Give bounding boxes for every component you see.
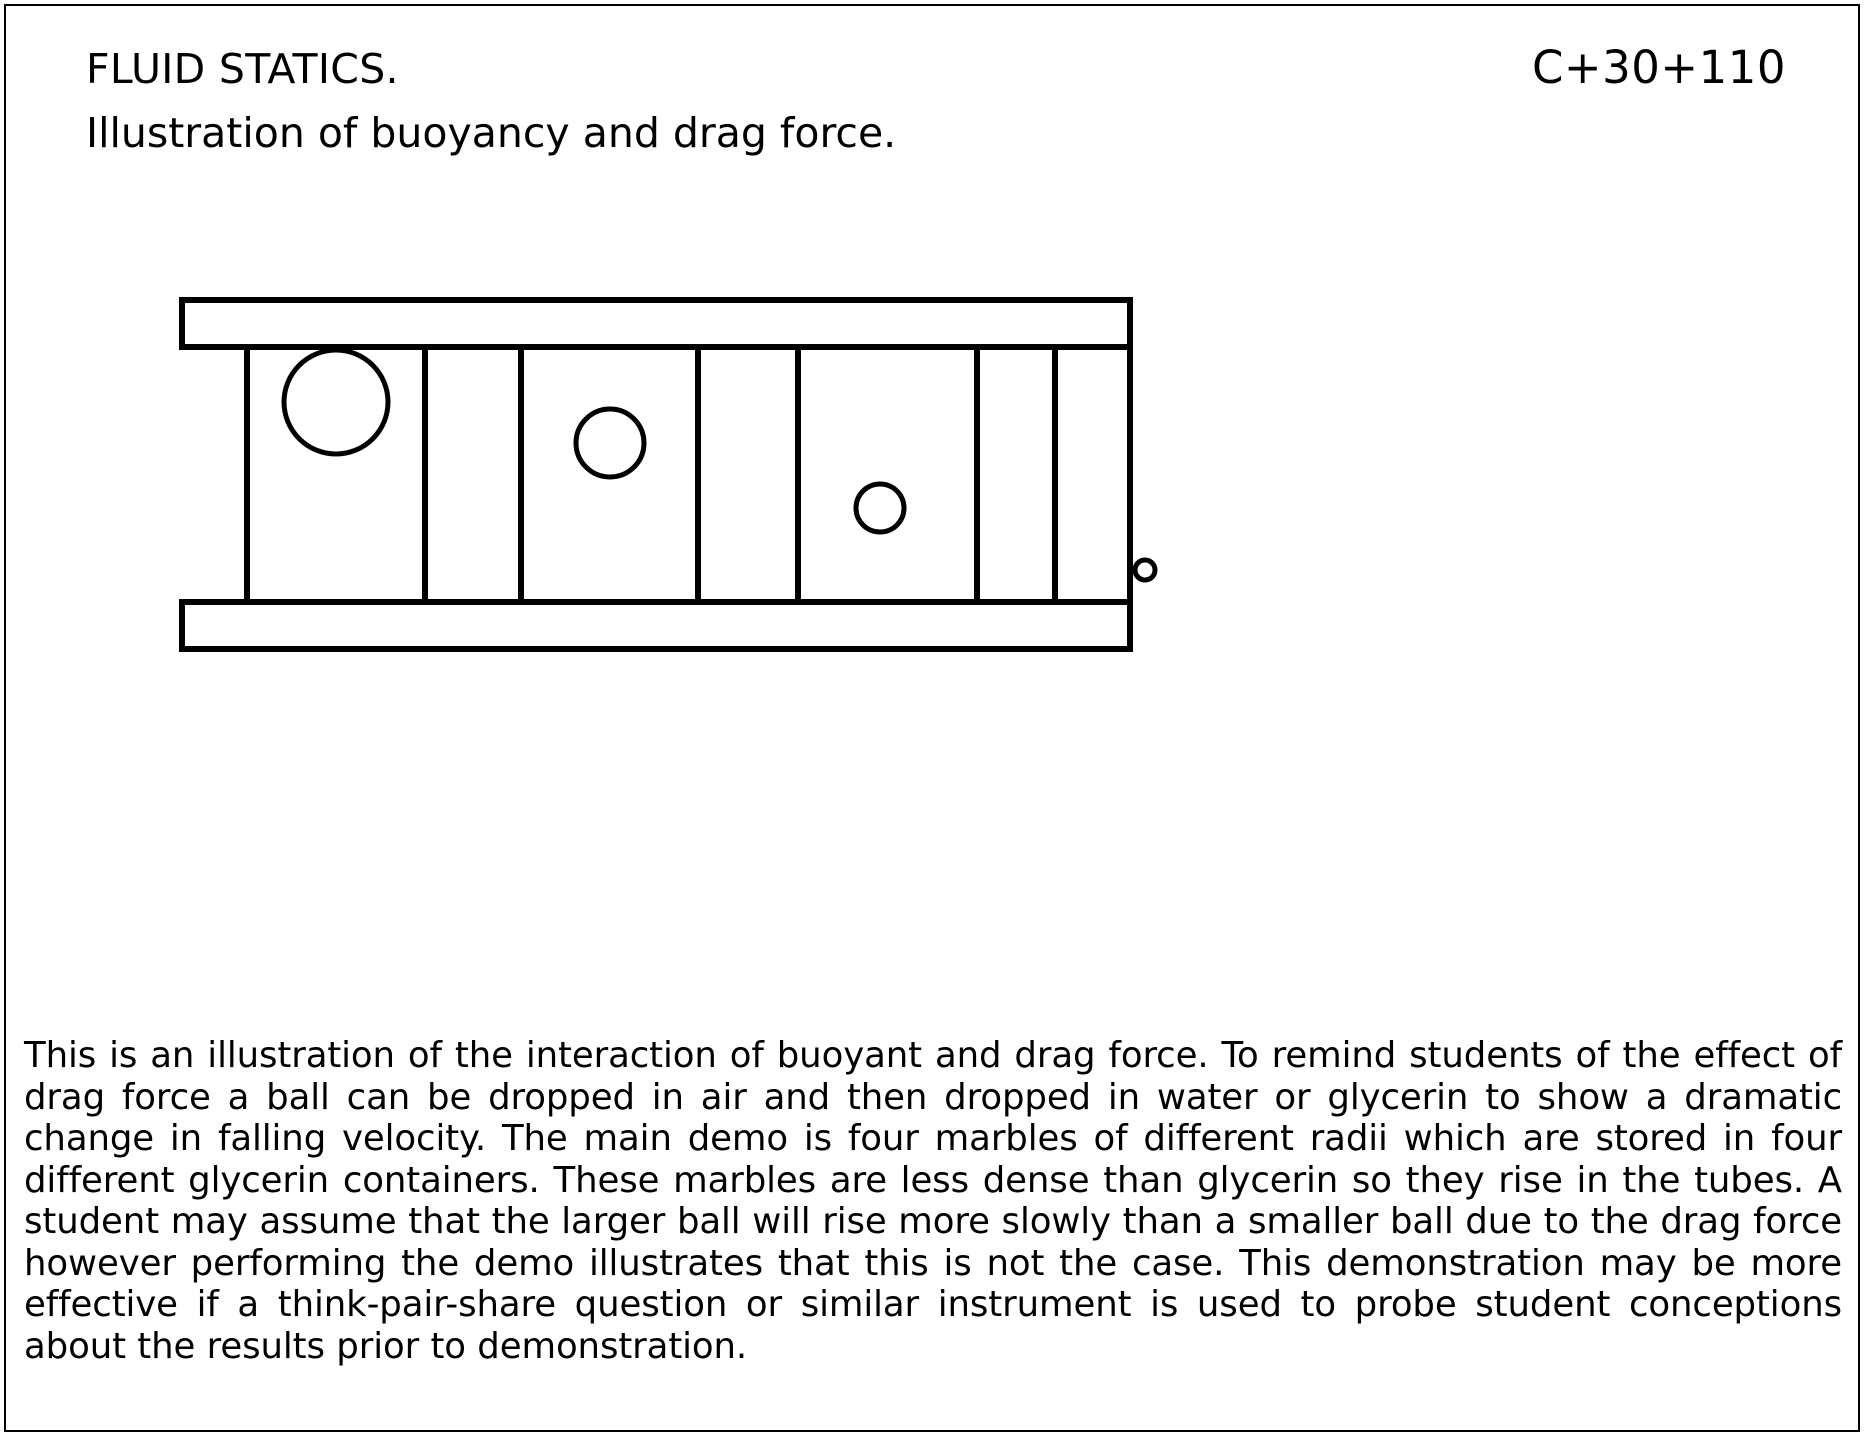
rack-bottom-rail: [182, 602, 1130, 649]
apparatus-svg: [0, 230, 1864, 690]
rack-top-rail: [182, 300, 1130, 347]
marble-smallest: [1135, 560, 1155, 580]
marble-small: [856, 484, 904, 532]
marbles-group: [284, 350, 1155, 580]
description-block: [24, 1035, 1842, 1367]
demo-code-label: C+30+110: [1532, 41, 1786, 94]
marble-largest: [284, 350, 388, 454]
page-title: FLUID STATICS.: [86, 45, 399, 93]
apparatus-figure: [0, 230, 1864, 690]
page-subtitle: Illustration of buoyancy and drag force.: [86, 109, 897, 157]
card-header: [86, 41, 1786, 104]
description-paragraph: This is an illustration of the interaction of buoyant and drag force. To remind students of the effect of drag force a ball can be dropped in air and then dropped in water or glycerin to show a dramatic change in falling velocity. The main demo is four marbles of different radii which are stored in four different glycerin containers. These marbles are less dense than glycerin so they rise in the tubes. A student may assume that the larger ball will rise more slowly than a smaller ball due to the drag force however performing the demo illustrates that this is not the case. This demonstration may be more effective if a think-pair-share question or similar instrument is used to probe student conceptions about the results prior to demonstration.: [24, 1035, 1842, 1367]
marble-large: [576, 409, 644, 477]
